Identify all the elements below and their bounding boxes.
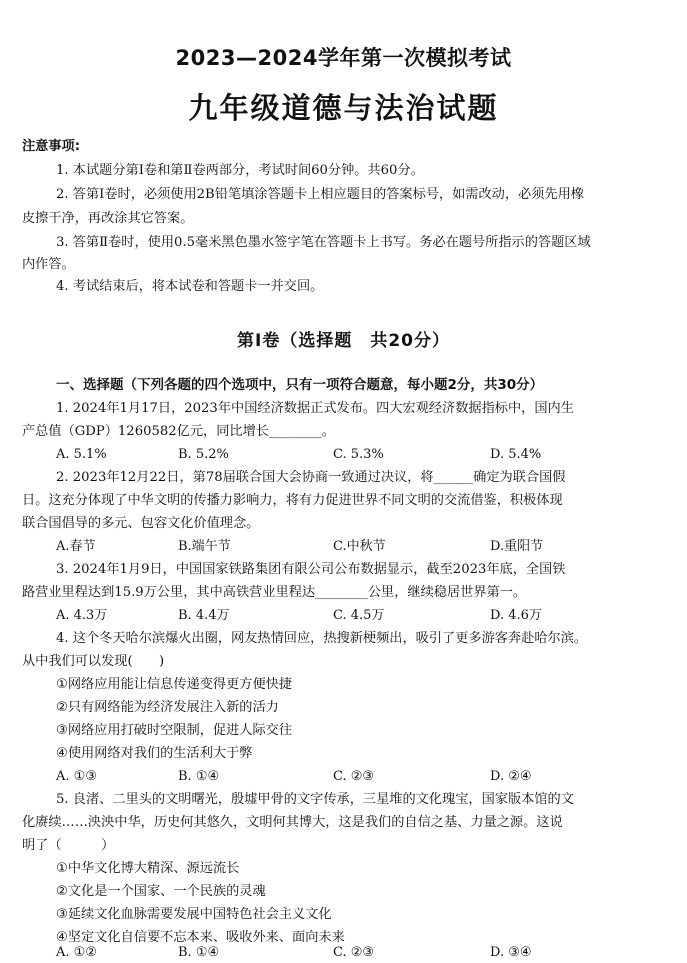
question-1-option-b: B. 5.2% bbox=[178, 447, 229, 462]
question-4-option-a: A. ①③ bbox=[56, 769, 97, 784]
notice-line: 皮擦干净，再改涂其它答案。 bbox=[22, 211, 194, 226]
question-5-option-c: C. ②③ bbox=[333, 945, 375, 960]
question-1-text: 产总值（GDP）1260582亿元，同比增长________。 bbox=[22, 424, 335, 439]
question-3-option-b: B. 4.4万 bbox=[178, 608, 230, 623]
notice-heading: 注意事项: bbox=[22, 139, 81, 154]
part-heading: 一、选择题（下列各题的四个选项中，只有一项符合题意，每小题2分，共30分） bbox=[56, 377, 544, 393]
question-4-text: 4. 这个冬天哈尔滨爆火出圈，网友热情回应，热搜新梗频出，吸引了更多游客奔赴哈尔滨。 bbox=[56, 631, 588, 646]
question-1-option-d: D. 5.4% bbox=[490, 447, 542, 462]
question-4-statement: ①网络应用能让信息传递变得更方便快捷 bbox=[56, 677, 293, 692]
question-2-option-a: A.春节 bbox=[56, 539, 96, 554]
question-5-option-a: A. ①② bbox=[56, 945, 97, 960]
question-4-text: 从中我们可以发现( ) bbox=[22, 654, 165, 669]
question-2-option-d: D.重阳节 bbox=[490, 539, 544, 554]
question-1-option-a: A. 5.1% bbox=[56, 447, 107, 462]
question-5-statement: ①中华文化博大精深、源远流长 bbox=[56, 861, 240, 876]
question-3-text: 3. 2024年1月9日，中国国家铁路集团有限公司公布数据显示，截至2023年底，全国铁 bbox=[56, 562, 566, 577]
question-4-statement: ③网络应用打破时空限制，促进人际交往 bbox=[56, 723, 293, 738]
question-5-text: 5. 良渚、二里头的文明曙光，殷墟甲骨的文字传承，三星堆的文化瑰宝，国家版本馆的文 bbox=[56, 792, 574, 807]
question-5-text: 明了（ ） bbox=[22, 838, 115, 853]
exam-title: 2023—2024学年第一次模拟考试 bbox=[175, 46, 512, 70]
section-title: 第Ⅰ卷（选择题 共20分） bbox=[237, 331, 450, 351]
question-1-option-c: C. 5.3% bbox=[333, 447, 384, 462]
exam-subject-title: 九年级道德与法治试题 bbox=[188, 91, 499, 125]
question-5-option-b: B. ①④ bbox=[178, 945, 220, 960]
question-1-text: 1. 2024年1月17日，2023年中国经济数据正式发布。四大宏观经济数据指标中，国内生 bbox=[56, 401, 574, 416]
notice-line: 4. 考试结束后，将本试卷和答题卡一并交回。 bbox=[56, 279, 324, 294]
question-2-text: 联合国倡导的多元、包容文化价值理念。 bbox=[22, 516, 260, 531]
notice-line: 3. 答第Ⅱ卷时，使用0.5毫米黑色墨水签字笔在答题卡上书写。务必在题号所指示的答题区域 bbox=[56, 235, 591, 250]
question-3-text: 路营业里程达到15.9万公里，其中高铁营业里程达________公里，继续稳居世界第一。 bbox=[22, 585, 527, 600]
question-5-text: 化赓续……泱泱中华，历史何其悠久，文明何其博大，这是我们的自信之基、力量之源。这说 bbox=[22, 815, 563, 830]
question-4-option-b: B. ①④ bbox=[178, 769, 220, 784]
question-2-option-c: C.中秋节 bbox=[333, 539, 386, 554]
question-5-statement: ②文化是一个国家、一个民族的灵魂 bbox=[56, 884, 266, 899]
question-5-option-d: D. ③④ bbox=[490, 945, 532, 960]
question-2-text: 2. 2023年12月22日，第78届联合国大会协商一致通过决议，将______确定为联合国假 bbox=[56, 470, 566, 485]
question-3-option-c: C. 4.5万 bbox=[333, 608, 385, 623]
question-4-option-d: D. ②④ bbox=[490, 769, 532, 784]
question-5-statement: ③延续文化血脉需要发展中国特色社会主义文化 bbox=[56, 907, 332, 922]
question-5-statement: ④坚定文化自信要不忘本来、吸收外来、面向未来 bbox=[56, 930, 345, 945]
notice-line: 1. 本试题分第Ⅰ卷和第Ⅱ卷两部分，考试时间60分钟。共60分。 bbox=[56, 163, 424, 178]
question-4-statement: ②只有网络能为经济发展注入新的活力 bbox=[56, 700, 279, 715]
question-2-option-b: B.端午节 bbox=[178, 539, 231, 554]
question-3-option-a: A. 4.3万 bbox=[56, 608, 108, 623]
question-3-option-d: D. 4.6万 bbox=[490, 608, 542, 623]
notice-line: 内作答。 bbox=[22, 257, 75, 272]
question-4-statement: ④使用网络对我们的生活利大于弊 bbox=[56, 746, 253, 761]
notice-line: 2. 答第Ⅰ卷时，必须使用2B铅笔填涂答题卡上相应题目的答案标号，如需改动，必须先用橡 bbox=[56, 187, 584, 202]
question-2-text: 日。这充分体现了中华文明的传播力影响力，将有力促进世界不同文明的交流借鉴，积极体现 bbox=[22, 493, 563, 508]
question-4-option-c: C. ②③ bbox=[333, 769, 375, 784]
